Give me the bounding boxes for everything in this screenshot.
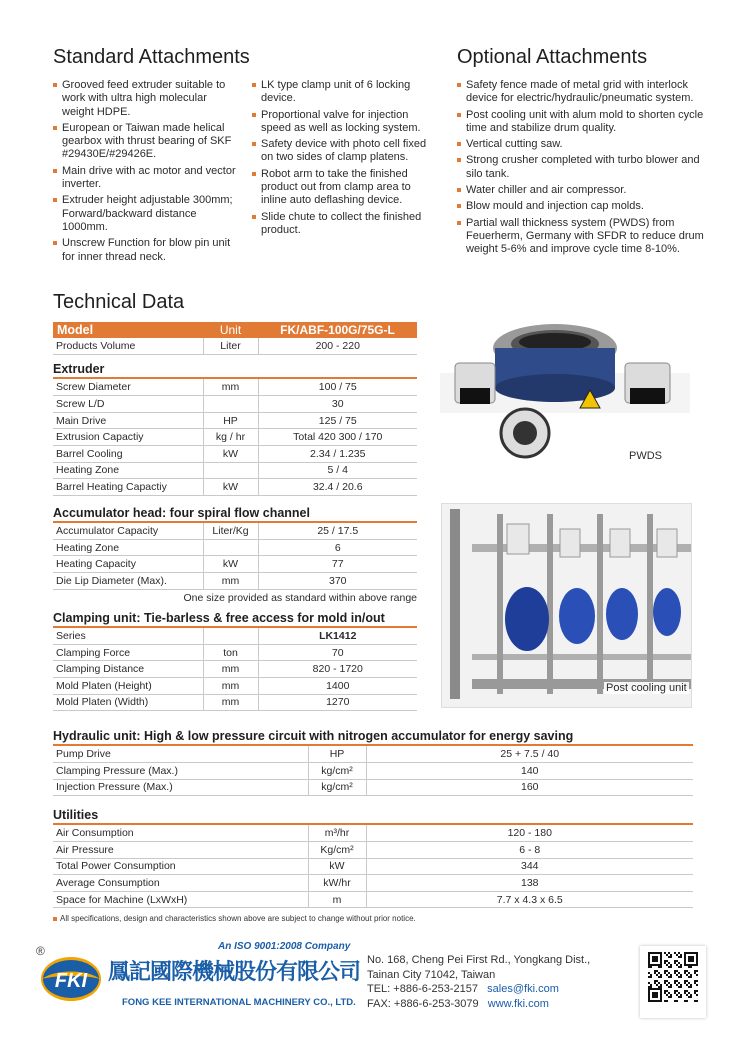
company-english-name: FONG KEE INTERNATIONAL MACHINERY CO., LTD. [122, 997, 356, 1008]
row-label: Clamping Distance [53, 661, 203, 678]
row-label: Screw L/D [53, 396, 203, 413]
row-value: 30 [258, 396, 417, 413]
fki-logo-icon [40, 955, 102, 1003]
row-label: Pump Drive [53, 746, 308, 763]
row-value: 200 - 220 [258, 338, 417, 355]
qr-code-icon[interactable] [648, 952, 698, 1002]
row-value: 7.7 x 4.3 x 6.5 [366, 891, 693, 908]
row-value: 77 [258, 556, 417, 573]
list-item: Main drive with ac motor and vector inverter. [53, 165, 241, 192]
row-label: Space for Machine (LxWxH) [53, 891, 308, 908]
table-row [53, 445, 417, 462]
row-label: Accumulator Capacity [53, 523, 203, 540]
table-row [53, 779, 693, 796]
email-link[interactable]: sales@fki.com [487, 983, 559, 995]
row-value: 25 + 7.5 / 40 [366, 746, 693, 763]
optional-title: Optional Attachments [457, 46, 648, 68]
list-item: Safety device with photo cell fixed on two sides of clamp platens. [252, 138, 434, 165]
list-item: Blow mould and injection cap molds. [457, 200, 707, 213]
table-row [53, 556, 417, 573]
disclaimer-text: All specifications, design and characteristics shown above are subject to change without prior notice. [60, 914, 416, 923]
hydraulic-title: Hydraulic unit: High & low pressure circuit with nitrogen accumulator for energy saving [53, 729, 693, 746]
row-unit [203, 462, 258, 479]
row-unit: mm [203, 573, 258, 590]
post-cooling-machine-image [442, 504, 692, 708]
row-unit: kg / hr [203, 429, 258, 446]
row-unit: kW [203, 556, 258, 573]
row-label: Products Volume [53, 338, 203, 355]
website-link[interactable]: www.fki.com [487, 997, 549, 1010]
fax-line [367, 997, 590, 1012]
list-item: Extruder height adjustable 300mm; Forward/backward distance 1000mm. [53, 194, 241, 234]
row-value: 820 - 1720 [258, 661, 417, 678]
unit-label: Unit [219, 323, 242, 337]
list-item: Post cooling unit with alum mold to shorten cycle time and stabilize drum quality. [457, 109, 707, 136]
table-row [53, 763, 693, 780]
model-label: Model [57, 323, 94, 337]
model-name: FK/ABF-100G/75G-L [280, 323, 395, 337]
row-unit [203, 628, 258, 645]
accumulator-table [53, 523, 417, 590]
company-chinese-name: 鳳記國際機械股份有限公司 [108, 960, 361, 985]
row-label: Barrel Heating Capactiy [53, 479, 203, 496]
list-item: Proportional valve for injection speed as well as locking system. [252, 109, 434, 136]
row-value: 138 [366, 875, 693, 892]
row-value: 70 [258, 644, 417, 661]
model-header-row [53, 322, 417, 338]
list-item: Strong crusher completed with turbo blower and silo tank. [457, 154, 707, 181]
table-row [53, 479, 417, 496]
standard-list-col1 [53, 79, 241, 267]
row-label: Air Pressure [53, 842, 308, 859]
row-value: 344 [366, 858, 693, 875]
row-unit: kW [203, 445, 258, 462]
list-item: Grooved feed extruder suitable to work with ultra high molecular weight HDPE. [53, 79, 241, 119]
pwds-caption: PWDS [629, 450, 662, 462]
row-label: Clamping Force [53, 644, 203, 661]
list-item: Robot arm to take the finished product out from clamp area to inline auto deflashing device. [252, 168, 434, 208]
row-unit: mm [203, 694, 258, 711]
table-row [53, 379, 417, 396]
row-unit: HP [308, 746, 366, 763]
row-value: 6 [258, 539, 417, 556]
list-item: Safety fence made of metal grid with interlock device for electric/hydraulic/pneumatic system. [457, 79, 707, 106]
row-value: LK1412 [258, 628, 417, 645]
table-row [53, 338, 417, 355]
address-line-1: No. 168, Cheng Pei First Rd., Yongkang Dist., [367, 954, 591, 966]
hydraulic-table [53, 746, 693, 796]
list-item: Unscrew Function for blow pin unit for inner thread neck. [53, 237, 241, 264]
address-line-2: Tainan City 71042, Taiwan [367, 968, 496, 981]
table-row [53, 858, 693, 875]
row-label: Heating Zone [53, 462, 203, 479]
row-label: Clamping Pressure (Max.) [53, 763, 308, 780]
post-cooling-caption: Post cooling unit [606, 682, 687, 694]
row-label: Air Consumption [53, 825, 308, 842]
technical-data-title: Technical Data [53, 291, 185, 313]
registered-mark: ® [36, 944, 45, 958]
table-row [53, 396, 417, 413]
row-unit: mm [203, 677, 258, 694]
tel-line [367, 982, 590, 997]
row-value: Total 420 300 / 170 [258, 429, 417, 446]
standard-title: Standard Attachments [53, 46, 250, 68]
row-value: 1270 [258, 694, 417, 711]
row-value: 1400 [258, 677, 417, 694]
qr-code-card [640, 946, 706, 1018]
row-unit: kW/hr [308, 875, 366, 892]
list-item: Vertical cutting saw. [457, 138, 707, 151]
row-value: 2.34 / 1.235 [258, 445, 417, 462]
row-unit: Kg/cm² [308, 842, 366, 859]
accumulator-note: One size provided as standard within above range [183, 591, 417, 604]
row-label: Heating Capacity [53, 556, 203, 573]
table-row [53, 661, 417, 678]
row-label: Injection Pressure (Max.) [53, 779, 308, 796]
fki-logo [40, 955, 102, 1003]
row-unit: mm [203, 661, 258, 678]
clamping-title: Clamping unit: Tie-barless & free access for mold in/out [53, 611, 417, 628]
row-label: Main Drive [53, 412, 203, 429]
table-row [53, 891, 693, 908]
table-row [53, 644, 417, 661]
row-unit: Liter [203, 338, 258, 355]
row-unit: ton [203, 644, 258, 661]
row-unit: mm [203, 379, 258, 396]
tel-number: TEL: +886-6-253-2157 [367, 983, 478, 995]
row-label: Extrusion Capactiy [53, 429, 203, 446]
row-unit: HP [203, 412, 258, 429]
row-unit: kg/cm² [308, 763, 366, 780]
accumulator-title: Accumulator head: four spiral flow channel [53, 506, 417, 523]
table-row [53, 694, 417, 711]
row-value: 6 - 8 [366, 842, 693, 859]
fax-number: FAX: +886-6-253-3079 [367, 997, 479, 1010]
table-row [53, 462, 417, 479]
row-unit: kW [203, 479, 258, 496]
contact-info [367, 953, 590, 1011]
iso-text: An ISO 9001:2008 Company [218, 941, 351, 952]
row-label: Mold Platen (Width) [53, 694, 203, 711]
row-label: Screw Diameter [53, 379, 203, 396]
row-value: 32.4 / 20.6 [258, 479, 417, 496]
svg-text:FKI: FKI [54, 970, 88, 992]
bullet-icon [53, 917, 57, 921]
row-value: 160 [366, 779, 693, 796]
row-value: 25 / 17.5 [258, 523, 417, 540]
row-unit [203, 539, 258, 556]
row-unit: kW [308, 858, 366, 875]
list-item: European or Taiwan made helical gearbox with thrust bearing of SKF #29430E/#29426E. [53, 122, 241, 162]
products-volume-table [53, 338, 417, 355]
row-value: 140 [366, 763, 693, 780]
extruder-table [53, 379, 417, 496]
row-unit [203, 396, 258, 413]
row-value: 125 / 75 [258, 412, 417, 429]
utilities-title: Utilities [53, 808, 693, 825]
list-item: Slide chute to collect the finished product. [252, 211, 434, 238]
extruder-title: Extruder [53, 362, 417, 379]
hydraulic-block [53, 729, 693, 796]
list-item: Water chiller and air compressor. [457, 184, 707, 197]
list-item: Partial wall thickness system (PWDS) from Feuerherm, Germany with SFDR to reduce drum weight 5-6% and improve cycle time 8-10%. [457, 217, 707, 257]
row-label: Die Lip Diameter (Max). [53, 573, 203, 590]
row-label: Heating Zone [53, 539, 203, 556]
row-unit: m³/hr [308, 825, 366, 842]
row-unit: m [308, 891, 366, 908]
utilities-table [53, 825, 693, 908]
row-label: Mold Platen (Height) [53, 677, 203, 694]
table-row [53, 429, 417, 446]
row-value: 100 / 75 [258, 379, 417, 396]
table-row [53, 842, 693, 859]
list-item: LK type clamp unit of 6 locking device. [252, 79, 434, 106]
table-row [53, 825, 693, 842]
table-row [53, 573, 417, 590]
clamping-table [53, 628, 417, 711]
table-row [53, 746, 693, 763]
row-label: Total Power Consumption [53, 858, 308, 875]
optional-list [457, 79, 707, 260]
row-label: Average Consumption [53, 875, 308, 892]
table-row [53, 677, 417, 694]
row-label: Series [53, 628, 203, 645]
row-value: 5 / 4 [258, 462, 417, 479]
table-row [53, 523, 417, 540]
table-row [53, 412, 417, 429]
table-row [53, 875, 693, 892]
row-value: 120 - 180 [366, 825, 693, 842]
table-row [53, 539, 417, 556]
row-unit: Liter/Kg [203, 523, 258, 540]
row-value: 370 [258, 573, 417, 590]
row-label: Barrel Cooling [53, 445, 203, 462]
table-row [53, 628, 417, 645]
post-cooling-photo [441, 503, 692, 708]
row-unit: kg/cm² [308, 779, 366, 796]
standard-list-col2 [252, 79, 434, 240]
utilities-block [53, 808, 693, 908]
disclaimer [53, 914, 416, 923]
main-spec-block [53, 322, 417, 711]
